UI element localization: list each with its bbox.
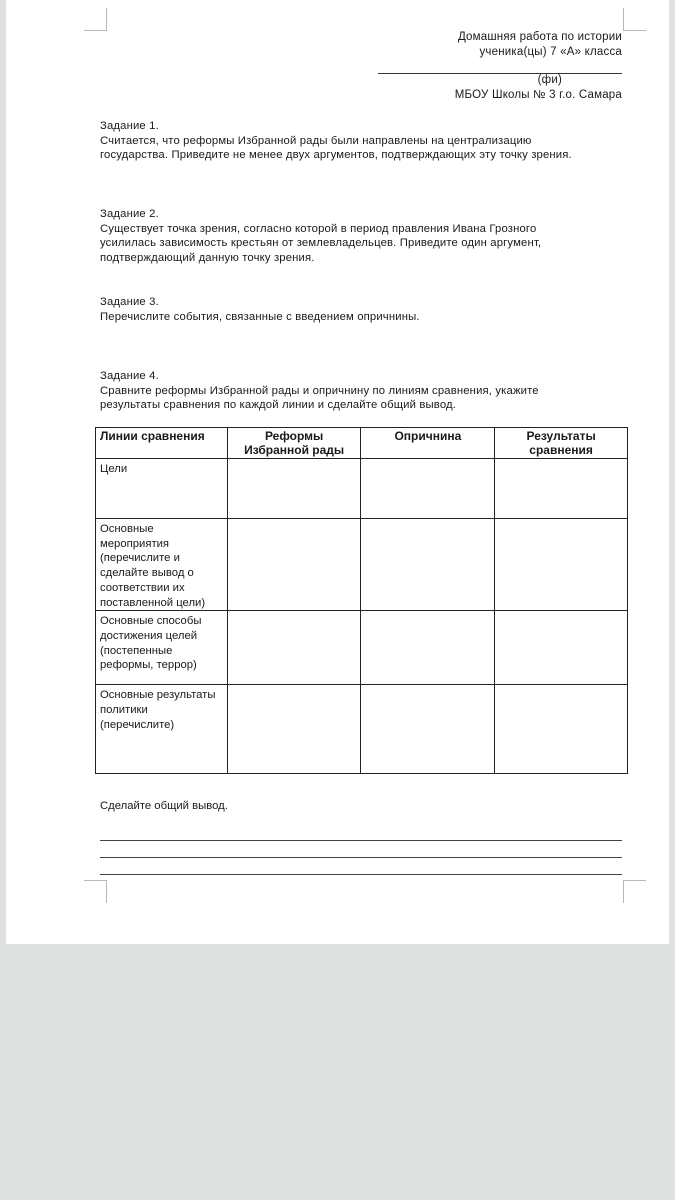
column-header: Результаты сравнения: [495, 428, 628, 459]
table-row: [96, 685, 628, 774]
task-text-line: Считается, что реформы Избранной рады были направлены на централизацию: [100, 134, 532, 147]
answer-cell[interactable]: [495, 685, 628, 774]
task-text-line: результаты сравнения по каждой линии и сделайте общий вывод.: [100, 399, 457, 412]
row-label: Основные способы достижения целей (постепенные реформы, террор): [96, 611, 228, 685]
table-row: [96, 611, 628, 685]
task-text-line: Существует точка зрения, согласно которой в период правления Ивана Грозного: [100, 222, 537, 235]
task-2: [100, 207, 620, 266]
margin-corner-top-left: [84, 8, 107, 31]
answer-line[interactable]: [100, 857, 622, 858]
answer-cell[interactable]: [361, 685, 495, 774]
conclusion-prompt: Сделайте общий вывод.: [100, 800, 228, 812]
answer-cell[interactable]: [361, 519, 495, 611]
task-text-line: государства. Приведите не менее двух аргументов, подтверждающих эту точку зрения.: [100, 149, 572, 162]
header-school: МБОУ Школы № 3 г.о. Самара: [454, 89, 622, 101]
table-row: [96, 519, 628, 611]
answer-cell[interactable]: [361, 459, 495, 519]
answer-line[interactable]: [100, 840, 622, 841]
task-1: [100, 119, 620, 163]
task-text-line: усилилась зависимость крестьян от землевладельцев. Приведите один аргумент,: [100, 237, 542, 250]
row-label: Цели: [96, 459, 228, 519]
answer-cell[interactable]: [495, 519, 628, 611]
task-4: [100, 369, 620, 413]
answer-cell[interactable]: [227, 611, 361, 685]
comparison-table: [95, 427, 628, 774]
margin-corner-bottom-left: [84, 880, 107, 903]
answer-cell[interactable]: [361, 611, 495, 685]
task-title: Задание 1.: [100, 120, 159, 132]
task-text-line: Сравните реформы Избранной рады и опричнину по линиям сравнения, укажите: [100, 384, 539, 397]
document-header: [378, 30, 622, 103]
answer-line[interactable]: [100, 874, 622, 875]
task-title: Задание 2.: [100, 208, 159, 220]
margin-corner-bottom-right: [623, 880, 646, 903]
table-row: [96, 459, 628, 519]
column-header: Реформы Избранной рады: [227, 428, 361, 459]
margin-corner-top-right: [623, 8, 646, 31]
task-3: [100, 295, 620, 324]
row-label: Основные результаты политики (перечислите): [96, 685, 228, 774]
column-header: Линии сравнения: [96, 428, 228, 459]
task-title: Задание 4.: [100, 370, 159, 382]
table-header-row: [96, 428, 628, 459]
header-fi: (фи): [537, 74, 562, 86]
task-title: Задание 3.: [100, 296, 159, 308]
header-class: ученика(цы) 7 «А» класса: [479, 46, 622, 58]
answer-cell[interactable]: [495, 459, 628, 519]
answer-cell[interactable]: [495, 611, 628, 685]
header-title: Домашняя работа по истории: [457, 31, 622, 43]
task-text-line: подтверждающий данную точку зрения.: [100, 252, 315, 265]
answer-cell[interactable]: [227, 459, 361, 519]
task-text-line: Перечислите события, связанные с введением опричнины.: [100, 310, 420, 323]
answer-cell[interactable]: [227, 519, 361, 611]
row-label: Основные мероприятия (перечислите и сделайте вывод о соответствии их поставленной цели): [96, 519, 228, 611]
answer-cell[interactable]: [227, 685, 361, 774]
column-header: Опричнина: [361, 428, 495, 459]
